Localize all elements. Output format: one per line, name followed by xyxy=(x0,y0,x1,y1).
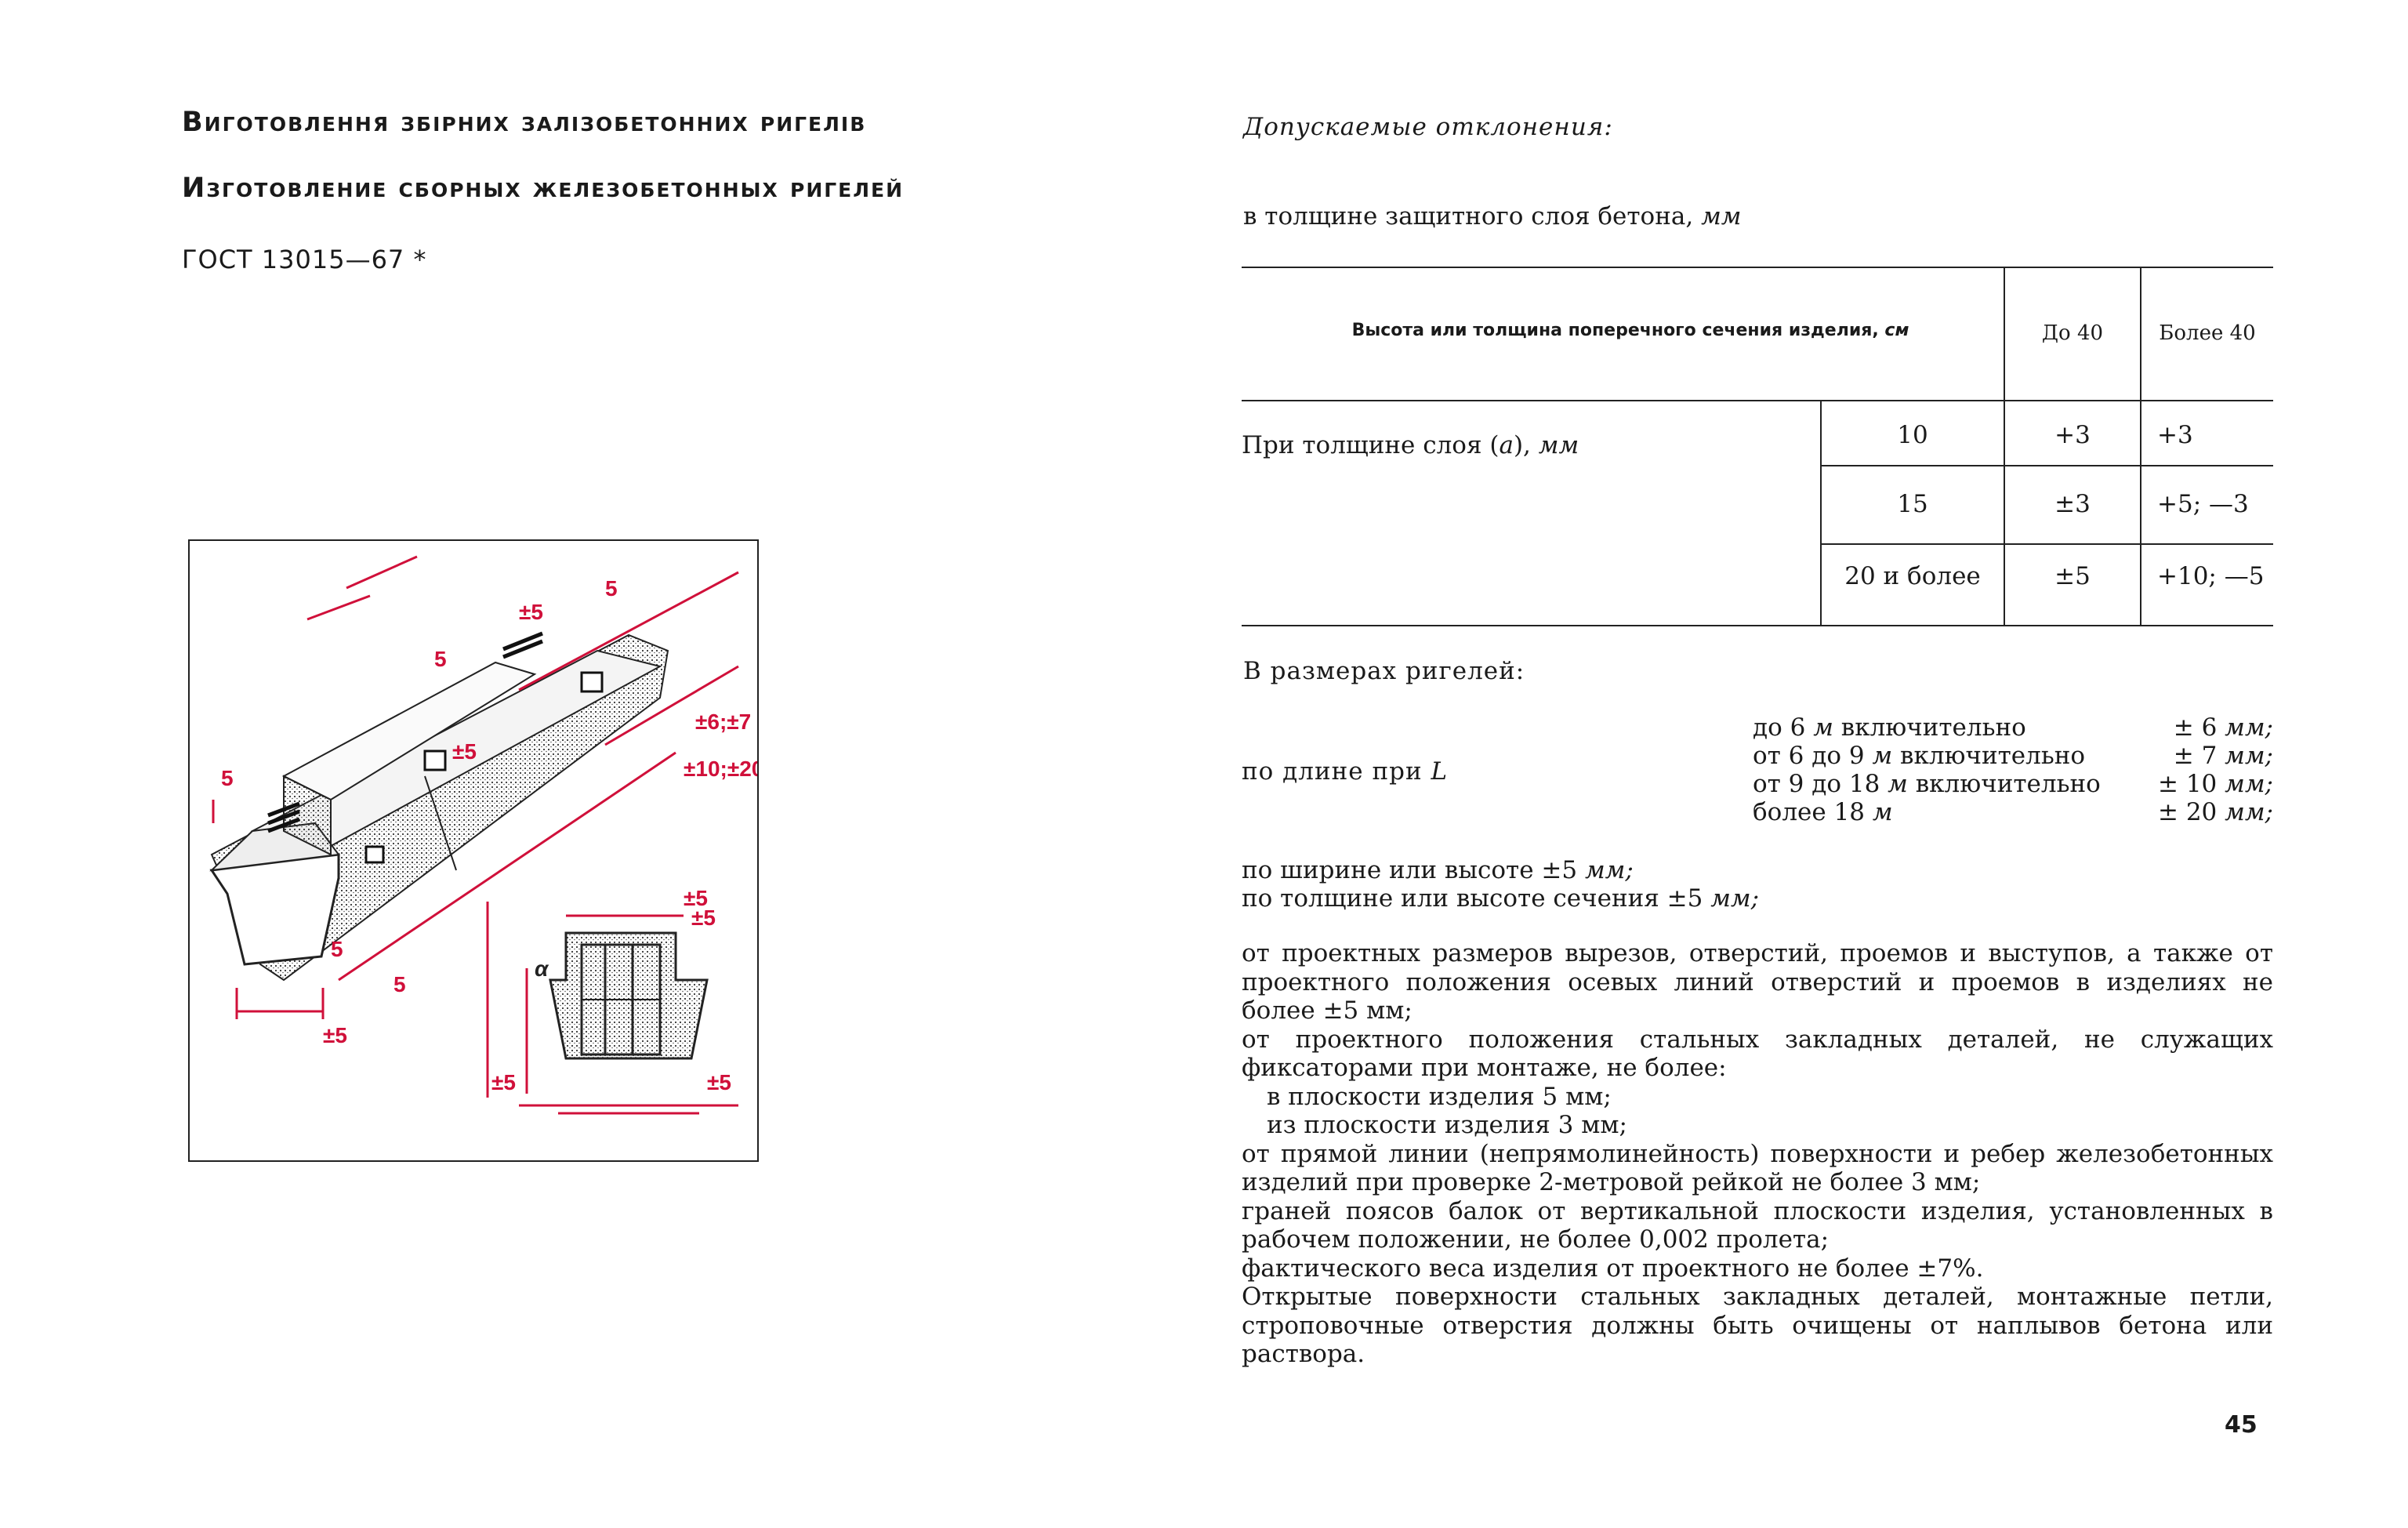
table-cell-up-to-40: ±3 xyxy=(2054,490,2091,518)
length-item: от 6 до 9 м включительно ± 7 мм; xyxy=(1753,742,2273,770)
dim-label: ±5 xyxy=(452,739,477,764)
length-tolerance-list xyxy=(1753,713,2273,826)
embedded-plate xyxy=(425,751,445,770)
section-tolerance: по толщине или высоте сечения ±5 мм; xyxy=(1242,884,1760,913)
length-item: более 18 м ± 20 мм; xyxy=(1753,798,2273,826)
paragraph-flanges: граней поясов балок от вертикальной плоскости изделия, установленных в рабочем положении, не более 0,002 пролета; xyxy=(1242,1196,2273,1254)
paragraph-surfaces: Открытые поверхности стальных закладных деталей, монтажные петли, строповочные отверстия должны быть очищены от наплывов бетона или раствора. xyxy=(1242,1283,2273,1368)
title-ukrainian: Виготовлення збірних залізобетонних ригелів xyxy=(182,107,867,138)
paragraph-weight: фактического веса изделия от проектного не более ±7%. xyxy=(1242,1254,1984,1283)
length-item: до 6 м включительно ± 6 мм; xyxy=(1753,713,2273,742)
dim-label: ±6;±7 xyxy=(695,710,752,734)
length-label: по длине при L xyxy=(1242,757,1449,786)
paragraph-embedded-parts: от проектного положения стальных закладных деталей, не служащих фиксаторами при монтаже, не более: xyxy=(1242,1025,2273,1082)
dims-title: В размерах ригелей: xyxy=(1243,657,1525,685)
table-cell-thickness: 20 и более xyxy=(1844,562,1981,590)
dim-label: ±5 xyxy=(323,1023,347,1047)
title-russian: Изготовление сборных железобетонных ригелей xyxy=(182,172,905,204)
dim-label: α xyxy=(535,956,549,981)
embedded-plate xyxy=(582,673,602,691)
paragraph-in-plane: в плоскости изделия 5 мм; xyxy=(1267,1082,1612,1111)
dim-label: ±5 xyxy=(519,600,543,624)
table-cell-over-40: +10; —5 xyxy=(2157,562,2265,590)
table-header-label: Высота или толщина поперечного сечения изделия, см xyxy=(1351,321,1909,340)
dim-label: 5 xyxy=(221,766,234,790)
cross-section xyxy=(527,933,707,1113)
tolerance-paragraphs xyxy=(1242,939,2273,1369)
embedded-plate xyxy=(366,847,383,862)
dim-label: ±10;±20 xyxy=(684,757,757,781)
table-cell-over-40: +5; —3 xyxy=(2157,490,2249,518)
crossbar-drawing xyxy=(190,541,757,1160)
beam-end-face xyxy=(212,855,339,964)
dim-label: 5 xyxy=(605,576,618,601)
dim-label: ±5 xyxy=(707,1070,731,1094)
table-cell-up-to-40: +3 xyxy=(2054,421,2091,449)
cover-intro-text: в толщине защитного слоя бетона, xyxy=(1243,202,1702,230)
table-col-over-40: Более 40 xyxy=(2159,321,2256,345)
dim-label: ±5 xyxy=(691,906,716,930)
table-cell-thickness: 15 xyxy=(1897,490,1928,518)
table-cell-thickness: 10 xyxy=(1897,421,1928,449)
cover-intro-unit: мм xyxy=(1701,202,1742,230)
paragraph-openings: от проектных размеров вырезов, отверстий, проемов и выступов, а также от проектного положения осевых линий отверстий и проемов в изделиях не более ±5 мм; xyxy=(1242,939,2273,1025)
dim-label: ±5 xyxy=(491,1070,516,1094)
table-cell-over-40: +3 xyxy=(2157,421,2193,449)
page-number: 45 xyxy=(2225,1411,2258,1439)
dim-label: 5 xyxy=(393,972,406,996)
dim-label: 5 xyxy=(331,937,343,961)
cover-intro xyxy=(1243,202,1741,230)
section-title: Допускаемые отклонения: xyxy=(1243,113,1613,141)
length-item: от 9 до 18 м включительно ± 10 мм; xyxy=(1753,770,2273,798)
dim-label: 5 xyxy=(434,647,447,671)
paragraph-out-of-plane: из плоскости изделия 3 мм; xyxy=(1267,1111,1627,1139)
standard-number: ГОСТ 13015—67 * xyxy=(182,245,427,274)
table-col-up-to-40: До 40 xyxy=(2041,321,2104,345)
table-row-label: При толщине слоя (а), мм xyxy=(1242,431,1579,459)
width-tolerance: по ширине или высоте ±5 мм; xyxy=(1242,856,1634,884)
table-cell-up-to-40: ±5 xyxy=(2054,562,2091,590)
dim-label: ±5 xyxy=(684,886,708,910)
paragraph-straightness: от прямой линии (непрямолинейность) поверхности и ребер железобетонных изделий при проверке 2-метровой рейкой не более 3 мм; xyxy=(1242,1139,2273,1196)
crossbar-figure xyxy=(188,539,759,1162)
